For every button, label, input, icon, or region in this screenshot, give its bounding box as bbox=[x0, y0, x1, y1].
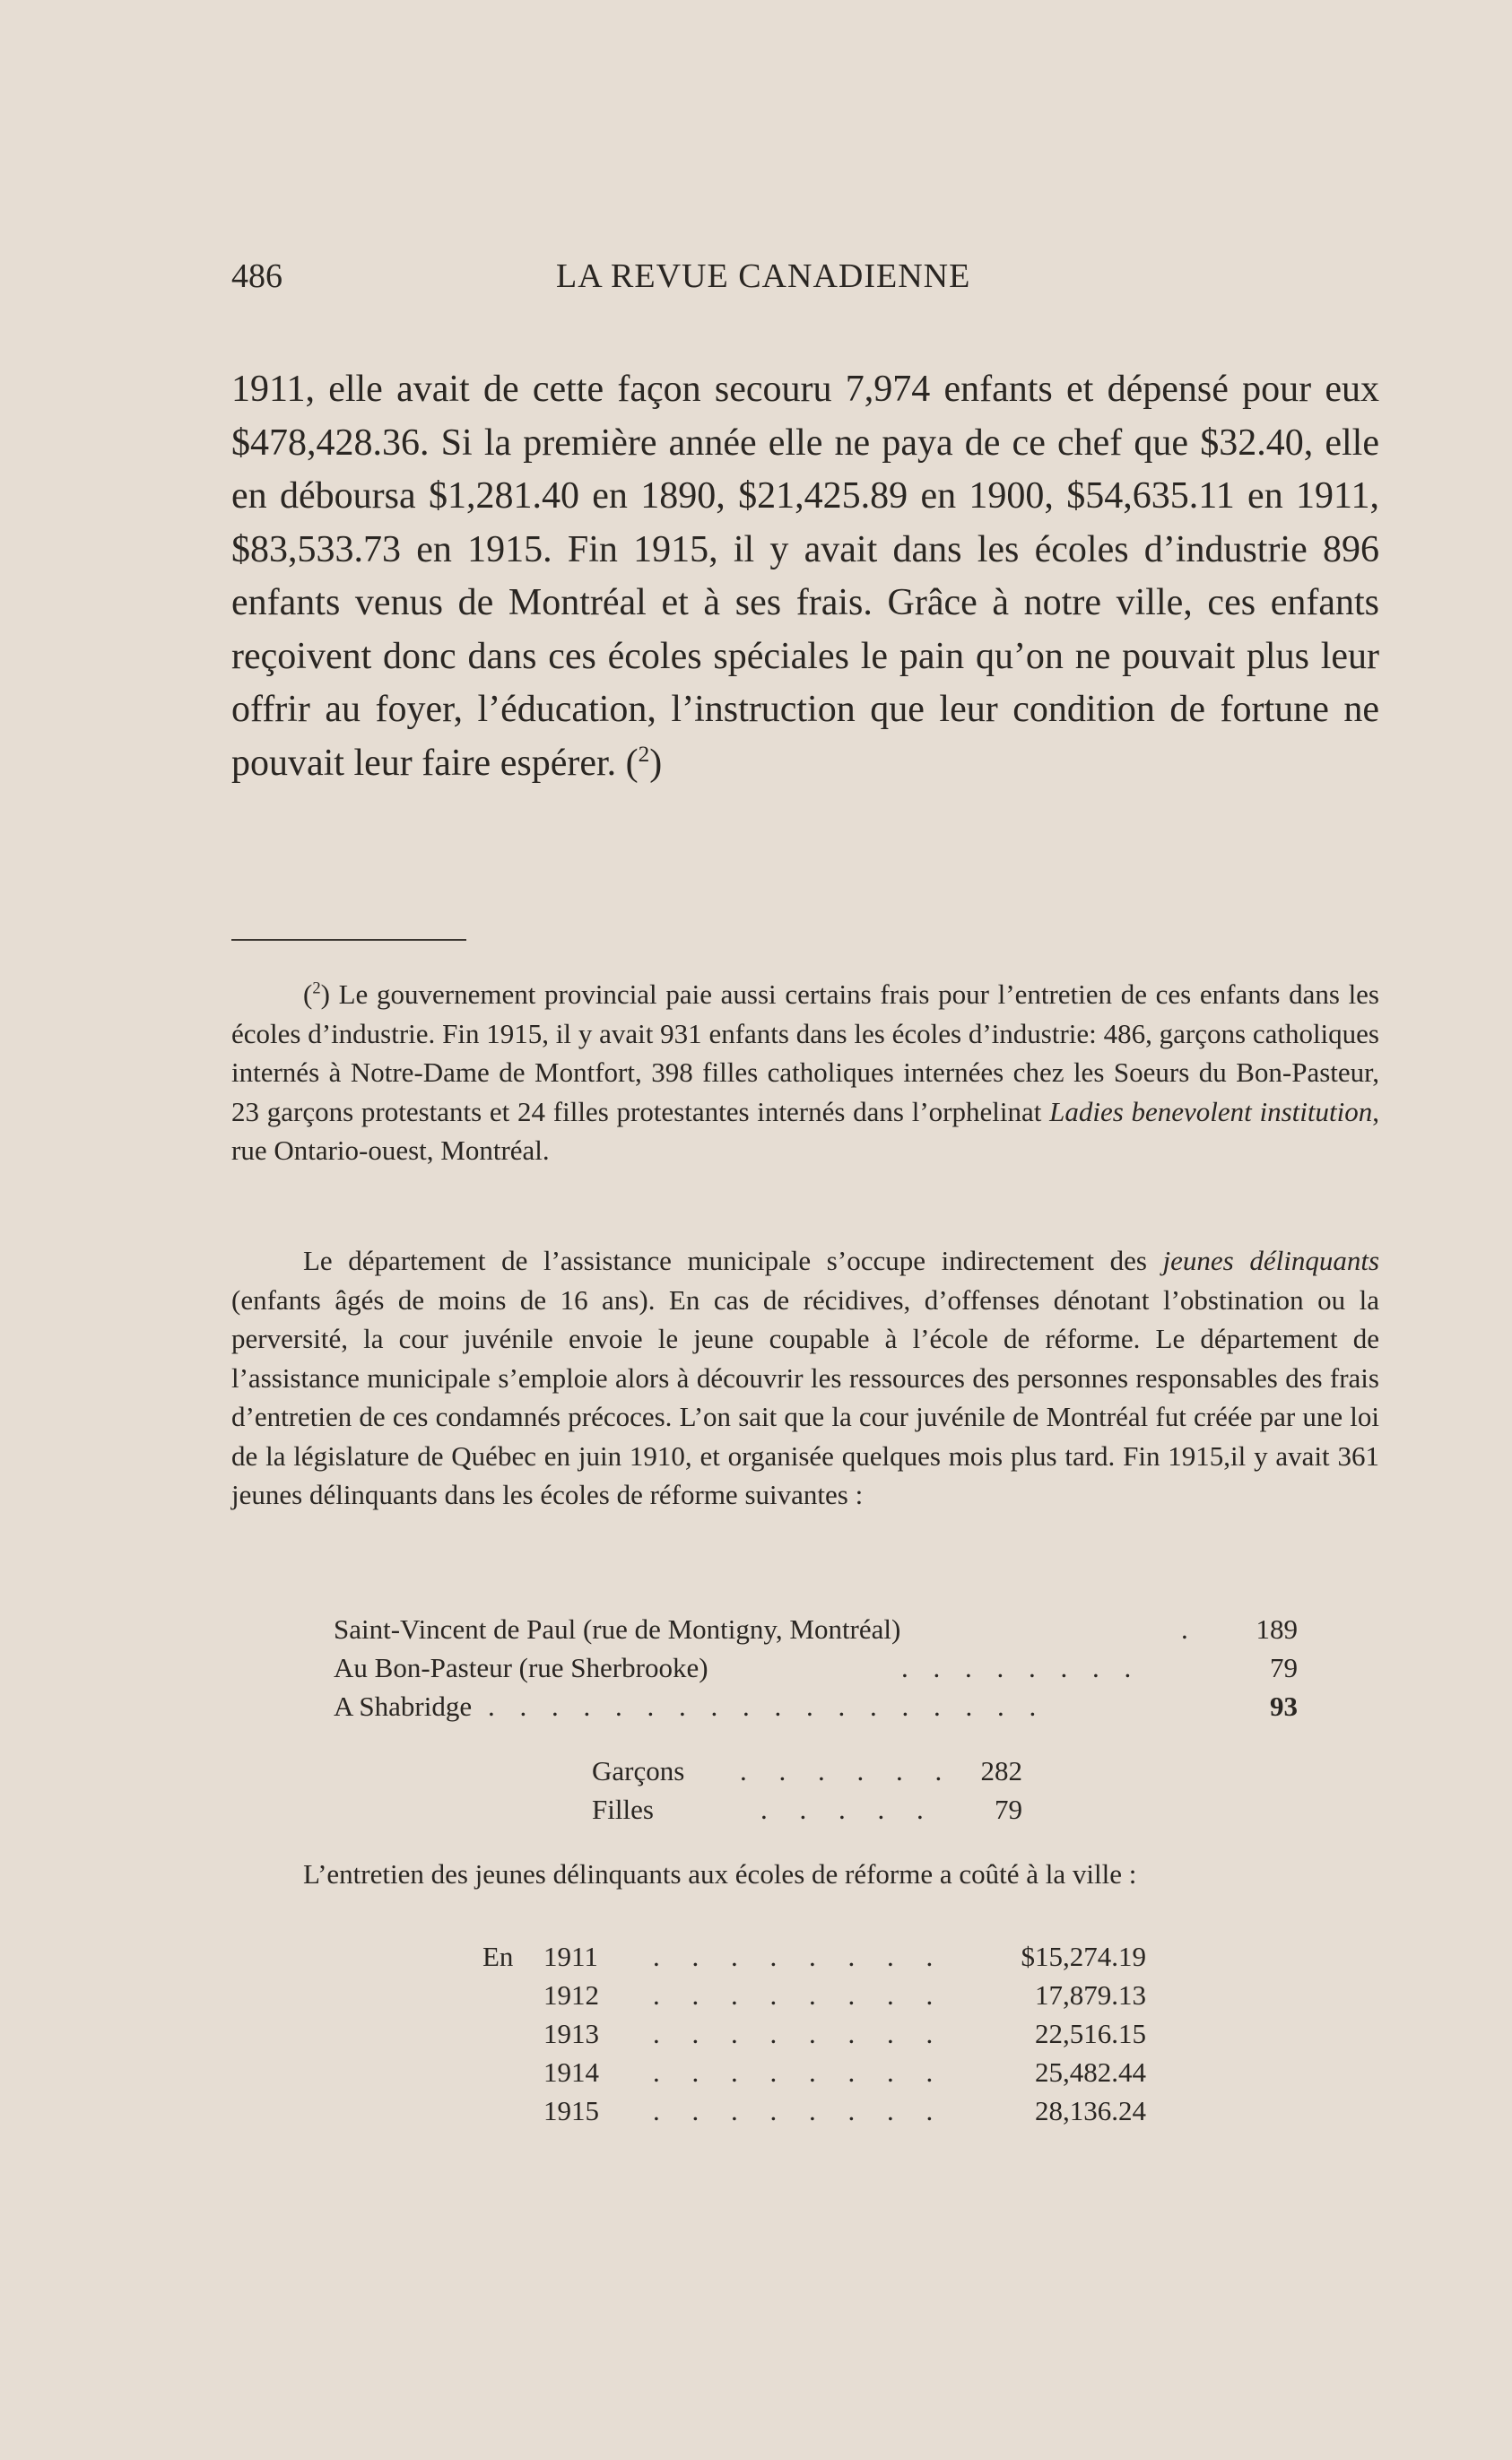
table-row bbox=[334, 1687, 1298, 1725]
total-value: 282 bbox=[980, 1755, 1022, 1786]
cost-amount: 22,516.15 bbox=[1035, 2018, 1146, 2049]
footnote-p1-end: , rue Ontario-ouest, Montréal. bbox=[231, 1095, 1379, 1166]
footnote-marker-number: 2 bbox=[312, 978, 321, 998]
table-row bbox=[592, 1752, 1022, 1790]
footnote-rule bbox=[231, 939, 466, 941]
costs-table bbox=[482, 1937, 1146, 2130]
footnote-marker-open: ( bbox=[303, 978, 313, 1010]
footnote-p2-italic: jeunes délinquants bbox=[1162, 1245, 1380, 1276]
schools-table bbox=[334, 1610, 1298, 1725]
leader-dots: . . . . . . . . bbox=[653, 2056, 946, 2088]
table-row bbox=[334, 1648, 1298, 1687]
cost-year: 1914 bbox=[543, 2056, 599, 2088]
running-title: LA REVUE CANADIENNE bbox=[556, 257, 971, 295]
school-name: Saint-Vincent de Paul (rue de Montigny, Montréal) bbox=[334, 1613, 901, 1645]
footnote-p2-end: (enfants âgés de moins de 16 ans). En cas de récidives, d’offenses dénotant l’obstination ou la perversité, la cour juvénile envoie le jeune coupable à l’école de réforme. Le département de l’assistance municipale s’emploie alors à découvrir les ressources des personnes responsables des frais d’entretien de ces condamnés précoces. L’on sait que la cour juvénile de Montréal fut créée par une loi de la législature de Québec en juin 1910, et organisée quelques mois plus tard. Fin 1915,il y avait 361 jeunes délinquants dans les écoles de réforme suivantes : bbox=[231, 1283, 1379, 1510]
main-paragraph-text: 1911, elle avait de cette façon secouru 7,974 enfants et dépensé pour eux $478,428.36. Si la première année elle ne paya de ce chef que $32.40, elle en déboursa $1,281.40 en 1890, $21,425.89 en 1900, $54,635.11 en 1911, $83,533.73 en 1915. Fin 1915, il y avait dans les écoles d’industrie 896 enfants venus de Montréal et à ses frais. Grâce à notre ville, ces enfants reçoivent donc dans ces écoles spéciales le pain qu’on ne pouvait plus leur offrir au foyer, l’éducation, l’instruction que leur condition de fortune ne pouvait leur faire espérer. bbox=[231, 369, 1379, 784]
total-label: Garçons bbox=[592, 1755, 685, 1786]
table-row bbox=[482, 1976, 1146, 2014]
table-row bbox=[482, 2091, 1146, 2130]
cost-year: 1913 bbox=[543, 2018, 599, 2049]
school-count: 189 bbox=[1256, 1613, 1298, 1645]
leader-dots: . . . . . . . . bbox=[653, 2095, 946, 2126]
note-ref-close: ) bbox=[649, 742, 663, 784]
leader-dots: . . . . . . bbox=[740, 1755, 955, 1786]
cost-amount: 25,482.44 bbox=[1035, 2056, 1146, 2088]
table-row bbox=[482, 2053, 1146, 2091]
school-name: Au Bon-Pasteur (rue Sherbrooke) bbox=[334, 1652, 708, 1683]
footnote-paragraph-1 bbox=[231, 975, 1379, 1170]
cost-amount: 28,136.24 bbox=[1035, 2095, 1146, 2126]
cost-amount: 17,879.13 bbox=[1035, 1979, 1146, 2011]
school-count: 93 bbox=[1270, 1691, 1298, 1722]
footnote-marker-close: ) bbox=[320, 978, 330, 1010]
leader-dots: . . . . . . . . . . . . . . . . . . bbox=[488, 1691, 1046, 1722]
table-row bbox=[482, 1937, 1146, 1976]
footnote-p1-text: Le gouvernement provincial paie aussi certains frais pour l’entretien de ces enfants dans les écoles d’industrie. Fin 1915, il y avait 931 enfants dans les écoles d’industrie: 486, garçons catholiques internés à Notre-Dame de Montfort, 398 filles catholiques internées chez les Soeurs du Bon-Pasteur, 23 garçons protestants et 24 filles protestantes internés dans l’orphelinat bbox=[231, 978, 1379, 1127]
table-row bbox=[482, 2014, 1146, 2053]
school-name: A Shabridge bbox=[334, 1691, 473, 1722]
leader-dots: . . . . . . . . bbox=[653, 1979, 946, 2011]
totals-table bbox=[592, 1752, 1022, 1829]
total-label: Filles bbox=[592, 1794, 654, 1825]
cost-intro: L’entretien des jeunes délinquants aux écoles de réforme a coûté à la ville : bbox=[303, 1858, 1137, 1890]
table-row bbox=[334, 1610, 1298, 1648]
leader-dots: . . . . . bbox=[760, 1794, 936, 1825]
total-value: 79 bbox=[995, 1794, 1022, 1825]
note-ref-number: 2 bbox=[638, 742, 650, 767]
leader-dots: . . . . . . . . bbox=[653, 1941, 946, 1972]
page-number: 486 bbox=[231, 257, 282, 295]
footnote-p2-start: Le département de l’assistance municipale s’occupe indirectement des bbox=[303, 1245, 1163, 1276]
cost-year: 1915 bbox=[543, 2095, 599, 2126]
school-count: 79 bbox=[1270, 1652, 1298, 1683]
leader-dots: . bbox=[1181, 1613, 1197, 1645]
main-paragraph bbox=[231, 363, 1379, 790]
leader-dots: . . . . . . . . bbox=[901, 1652, 1141, 1683]
cost-prefix: En bbox=[482, 1941, 514, 1972]
footnote-paragraph-2 bbox=[231, 1241, 1379, 1515]
cost-amount: $15,274.19 bbox=[1021, 1941, 1146, 1972]
note-ref-open: ( bbox=[616, 742, 639, 784]
cost-year: 1912 bbox=[543, 1979, 599, 2011]
footnote-p1-italic: Ladies benevolent institution bbox=[1049, 1095, 1373, 1127]
cost-year: 1911 bbox=[543, 1941, 598, 1972]
leader-dots: . . . . . . . . bbox=[653, 2018, 946, 2049]
table-row bbox=[592, 1790, 1022, 1829]
